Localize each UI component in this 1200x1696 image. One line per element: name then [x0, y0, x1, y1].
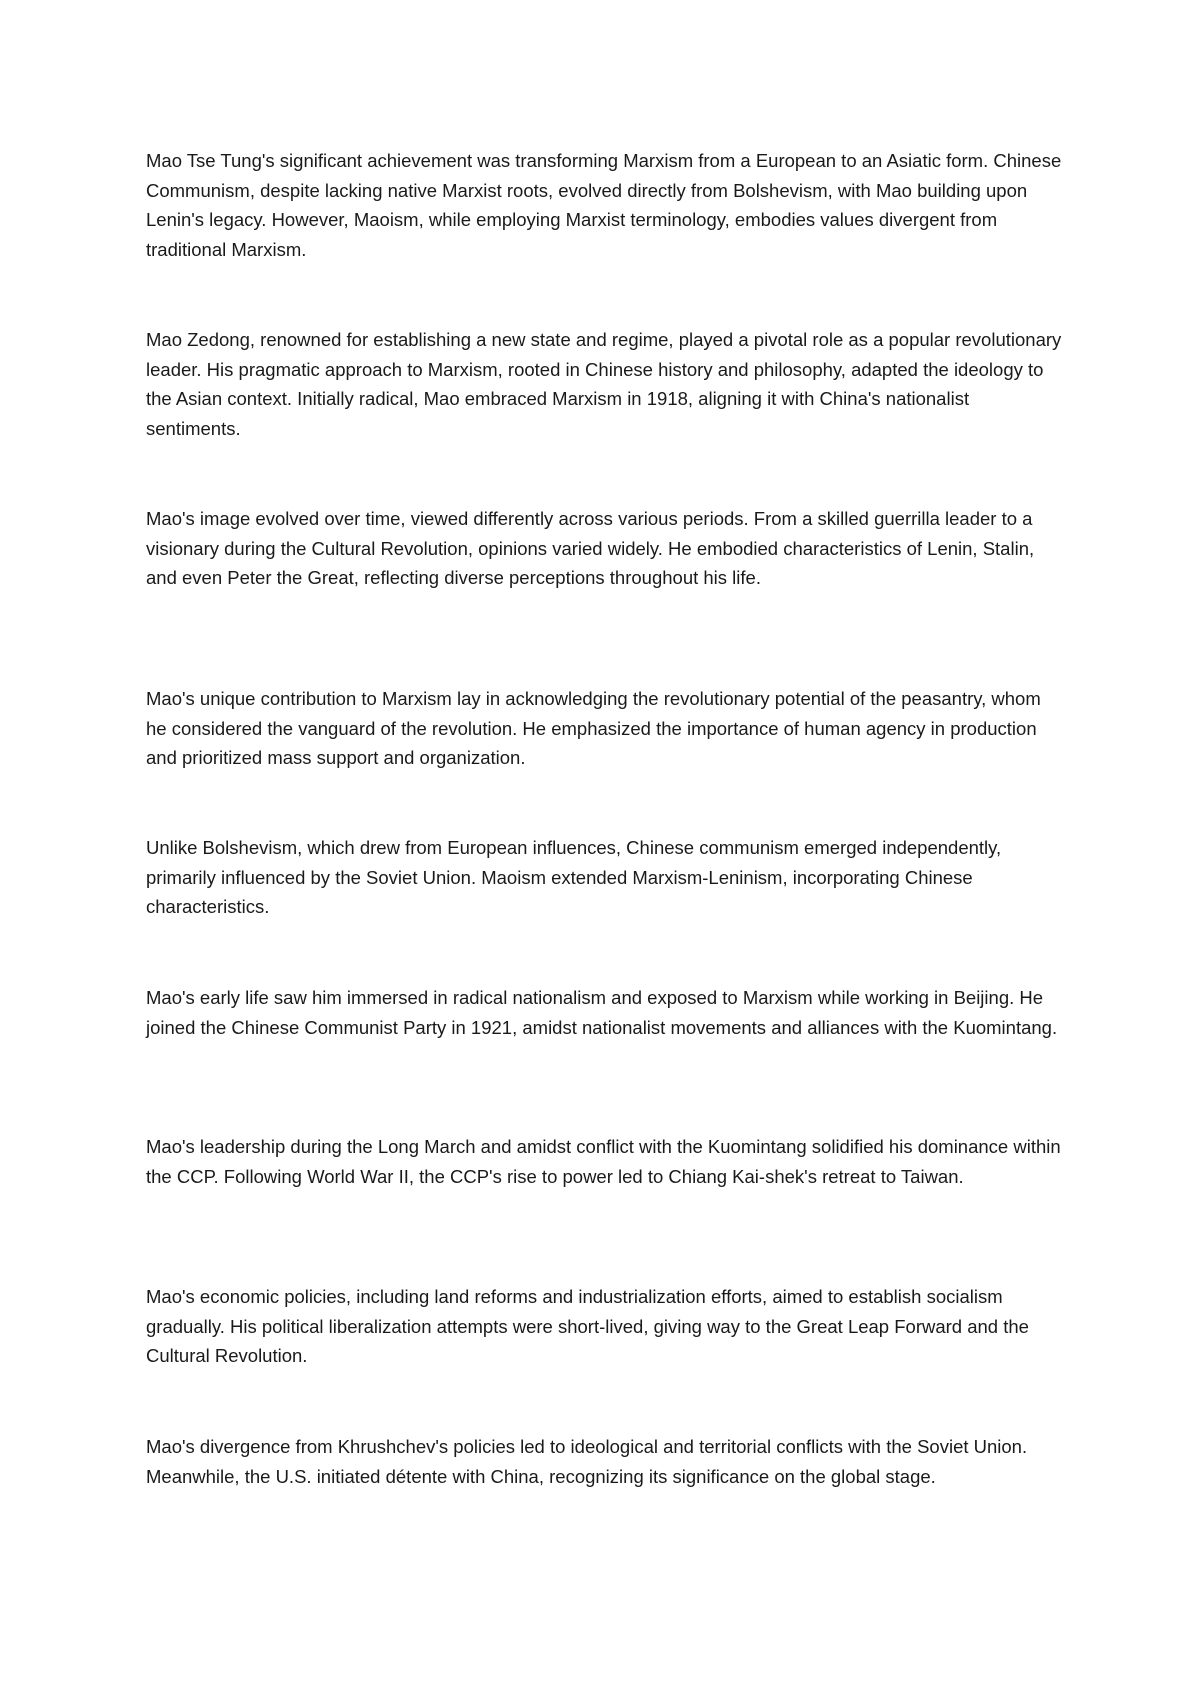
paragraph-bolshevism-comparison: Unlike Bolshevism, which drew from European influences, Chinese communism emerged independently, primarily influenced by the Soviet Union. Maoism extended Marxism-Leninism, incorporating Chinese characteristics.: [146, 837, 1002, 918]
paragraph-economic-policies: Mao's economic policies, including land reforms and industrialization efforts, aimed to establish socialism gradually. His political liberalization attempts were short-lived, giving way to the Great Leap Forward and the Cultural Revolution.: [146, 1286, 1029, 1367]
paragraph-mao-image-evolution: Mao's image evolved over time, viewed differently across various periods. From a skilled guerrilla leader to a visionary during the Cultural Revolution, opinions varied widely. He embodied characteristics of Lenin, Stalin, and even Peter the Great, reflecting diverse perceptions throughout his life.: [146, 508, 1035, 589]
paragraph-khrushchev-divergence: Mao's divergence from Khrushchev's policies led to ideological and territorial conflicts with the Soviet Union. Meanwhile, the U.S. initiated détente with China, recognizing its significance on the global stage.: [146, 1436, 1028, 1487]
paragraph-mao-revolutionary-leader: Mao Zedong, renowned for establishing a new state and regime, played a pivotal role as a popular revolutionary leader. His pragmatic approach to Marxism, rooted in Chinese history and philosophy, adapted the ideology to the Asian context. Initially radical, Mao embraced Marxism in 1918, aligning it with China's nationalist sentiments.: [146, 329, 1062, 440]
paragraph-long-march: Mao's leadership during the Long March and amidst conflict with the Kuomintang solidified his dominance within the CCP. Following World War II, the CCP's rise to power led to Chiang Kai-shek's retreat to Taiwan.: [146, 1136, 1061, 1187]
paragraph-early-life: Mao's early life saw him immersed in radical nationalism and exposed to Marxism while working in Beijing. He joined the Chinese Communist Party in 1921, amidst nationalist movements and alliances with the Kuomintang.: [146, 987, 1058, 1038]
paragraph-mao-asiatic-marxism: Mao Tse Tung's significant achievement was transforming Marxism from a European to an Asiatic form. Chinese Communism, despite lacking native Marxist roots, evolved directly from Bolshevism, with Mao building upon Lenin's legacy. However, Maoism, while employing Marxist terminology, embodies values divergent from traditional Marxism.: [146, 150, 1062, 261]
paragraph-peasantry-contribution: Mao's unique contribution to Marxism lay in acknowledging the revolutionary potential of the peasantry, whom he considered the vanguard of the revolution. He emphasized the importance of human agency in production and prioritized mass support and organization.: [146, 688, 1041, 769]
